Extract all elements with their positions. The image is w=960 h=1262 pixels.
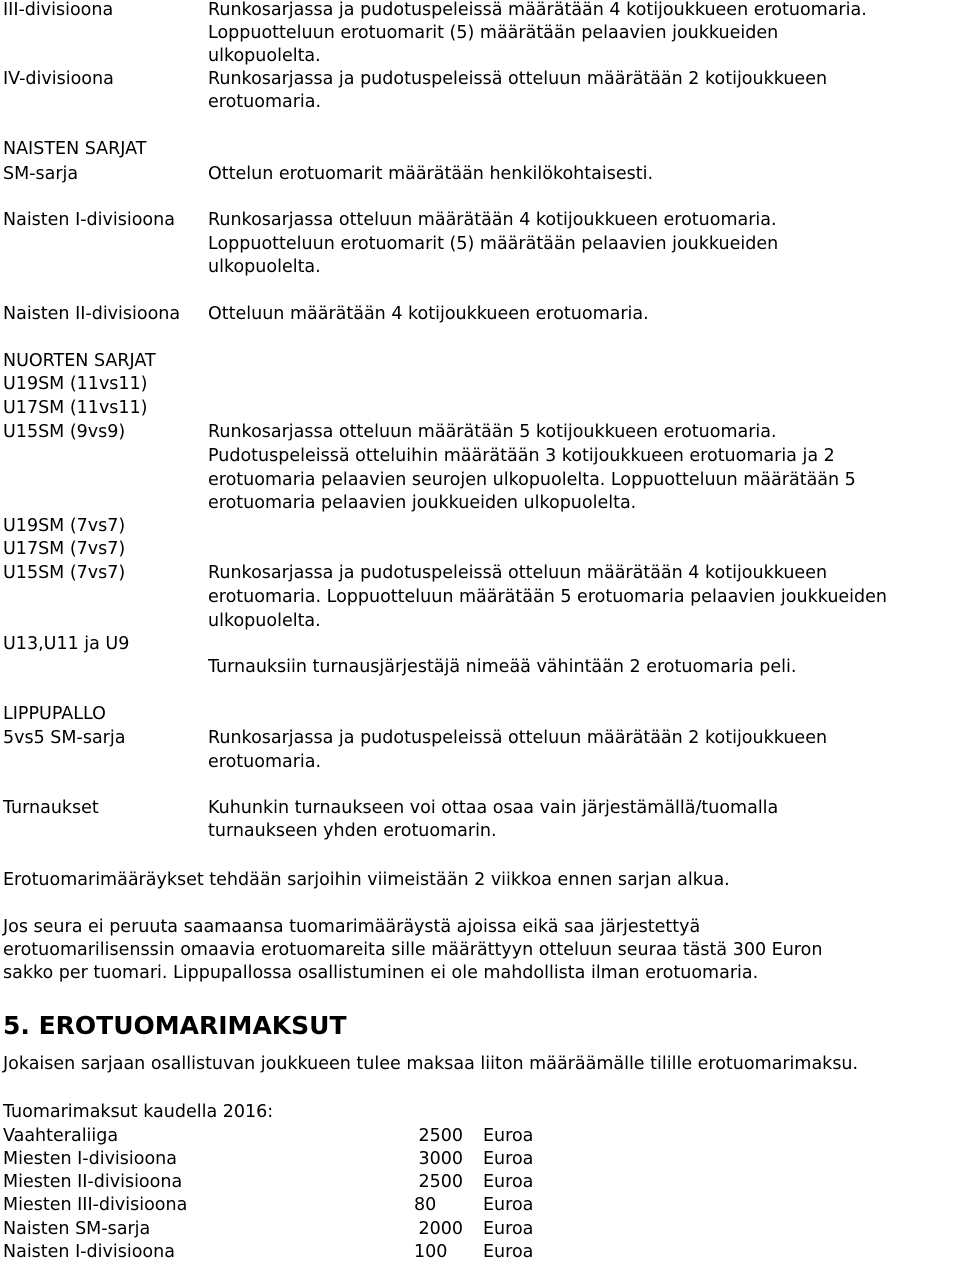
women-ii-division-label: Naisten II-divisioona	[3, 304, 181, 324]
youth-section-label: NUORTEN SARJAT	[3, 351, 156, 371]
tournaments-text-2: turnaukseen yhden erotuomarin.	[208, 821, 497, 841]
fees-league: Miesten II-divisioona	[3, 1172, 183, 1192]
women-i-division-text-3: ulkopuolelta.	[208, 257, 321, 277]
women-sm-label: SM-sarja	[3, 164, 79, 184]
youth-group2-label-1: U19SM (7vs7)	[3, 516, 126, 536]
youth-group3-label: U13,U11 ja U9	[3, 634, 130, 654]
fees-currency: Euroa	[483, 1219, 534, 1239]
lippupallo-sm-text-2: erotuomaria.	[208, 752, 322, 772]
youth-group1-label-1: U19SM (11vs11)	[3, 374, 148, 394]
women-i-division-text-2: Loppuotteluun erotuomarit (5) määrätään pelaavien joukkueiden	[208, 234, 779, 254]
fees-amount: 2500	[418, 1126, 463, 1146]
women-i-division-text-1: Runkosarjassa otteluun määrätään 4 kotijoukkueen erotuomaria.	[208, 210, 777, 230]
fees-amount: 2500	[418, 1172, 463, 1192]
iii-division-text-3: ulkopuolelta.	[208, 46, 321, 66]
women-sm-text: Ottelun erotuomarit määrätään henkilökohtaisesti.	[208, 164, 654, 184]
youth-group1-text-4: erotuomaria pelaavien joukkueiden ulkopuolelta.	[208, 493, 637, 513]
iii-division-text-2: Loppuotteluun erotuomarit (5) määrätään pelaavien joukkueiden	[208, 23, 779, 43]
fees-currency: Euroa	[483, 1126, 534, 1146]
youth-group1-text-2: Pudotuspeleissä otteluihin määrätään 3 kotijoukkueen erotuomaria ja 2	[208, 446, 835, 466]
section-heading: 5. EROTUOMARIMAKSUT	[3, 1011, 347, 1040]
tournaments-label: Turnaukset	[3, 798, 99, 818]
iii-division-text-1: Runkosarjassa ja pudotuspeleissä määrätään 4 kotijoukkueen erotuomaria.	[208, 0, 867, 20]
youth-group2-text-2: erotuomaria. Loppuotteluun määrätään 5 erotuomaria pelaavien joukkueiden	[208, 587, 888, 607]
youth-group1-label-2: U17SM (11vs11)	[3, 398, 148, 418]
iv-division-text-1: Runkosarjassa ja pudotuspeleissä otteluun määrätään 2 kotijoukkueen	[208, 69, 828, 89]
fees-currency: Euroa	[483, 1172, 534, 1192]
youth-group2-text-1: Runkosarjassa ja pudotuspeleissä otteluun määrätään 4 kotijoukkueen	[208, 563, 828, 583]
youth-group3-text: Turnauksiin turnausjärjestäjä nimeää vähintään 2 erotuomaria peli.	[208, 657, 797, 677]
fees-league: Naisten I-divisioona	[3, 1242, 175, 1262]
youth-group1-label-3: U15SM (9vs9)	[3, 422, 126, 442]
youth-group2-label-3: U15SM (7vs7)	[3, 563, 126, 583]
penalty-paragraph-1: Jos seura ei peruuta saamaansa tuomarimääräystä ajoissa eikä saa järjestettyä	[3, 917, 701, 937]
iv-division-label: IV-divisioona	[3, 69, 114, 89]
fees-league: Miesten III-divisioona	[3, 1195, 188, 1215]
women-section-label: NAISTEN SARJAT	[3, 139, 147, 159]
youth-group1-text-1: Runkosarjassa otteluun määrätään 5 kotijoukkueen erotuomaria.	[208, 422, 777, 442]
fees-amount: 80	[414, 1195, 437, 1215]
fees-currency: Euroa	[483, 1242, 534, 1262]
lippupallo-sm-label: 5vs5 SM-sarja	[3, 728, 126, 748]
tournaments-text-1: Kuhunkin turnaukseen voi ottaa osaa vain järjestämällä/tuomalla	[208, 798, 779, 818]
youth-group2-label-2: U17SM (7vs7)	[3, 539, 126, 559]
fees-amount: 2000	[418, 1219, 463, 1239]
penalty-paragraph-3: sakko per tuomari. Lippupallossa osallistuminen ei ole mahdollista ilman erotuomaria.	[3, 963, 759, 983]
fees-league: Vaahteraliiga	[3, 1126, 119, 1146]
women-i-division-label: Naisten I-divisioona	[3, 210, 175, 230]
iii-division-label: III-divisioona	[3, 0, 114, 20]
lippupallo-section-label: LIPPUPALLO	[3, 704, 106, 724]
fees-amount: 3000	[418, 1149, 463, 1169]
fees-subheading: Tuomarimaksut kaudella 2016:	[3, 1102, 274, 1122]
lippupallo-sm-text-1: Runkosarjassa ja pudotuspeleissä otteluun määrätään 2 kotijoukkueen	[208, 728, 828, 748]
penalty-paragraph-2: erotuomarilisenssin omaavia erotuomareita sille määrättyyn otteluun seuraa tästä 300 Euron	[3, 940, 823, 960]
fees-amount: 100	[414, 1242, 448, 1262]
fees-currency: Euroa	[483, 1195, 534, 1215]
fees-currency: Euroa	[483, 1149, 534, 1169]
youth-group1-text-3: erotuomaria pelaavien seurojen ulkopuolelta. Loppuotteluun määrätään 5	[208, 470, 856, 490]
deadline-paragraph: Erotuomarimääräykset tehdään sarjoihin viimeistään 2 viikkoa ennen sarjan alkua.	[3, 870, 730, 890]
fees-league: Miesten I-divisioona	[3, 1149, 178, 1169]
youth-group2-text-3: ulkopuolelta.	[208, 611, 321, 631]
fees-intro: Jokaisen sarjaan osallistuvan joukkueen tulee maksaa liiton määräämälle tilille erotuomarimaksu.	[3, 1054, 859, 1074]
iv-division-text-2: erotuomaria.	[208, 92, 322, 112]
fees-league: Naisten SM-sarja	[3, 1219, 151, 1239]
women-ii-division-text: Otteluun määrätään 4 kotijoukkueen erotuomaria.	[208, 304, 649, 324]
